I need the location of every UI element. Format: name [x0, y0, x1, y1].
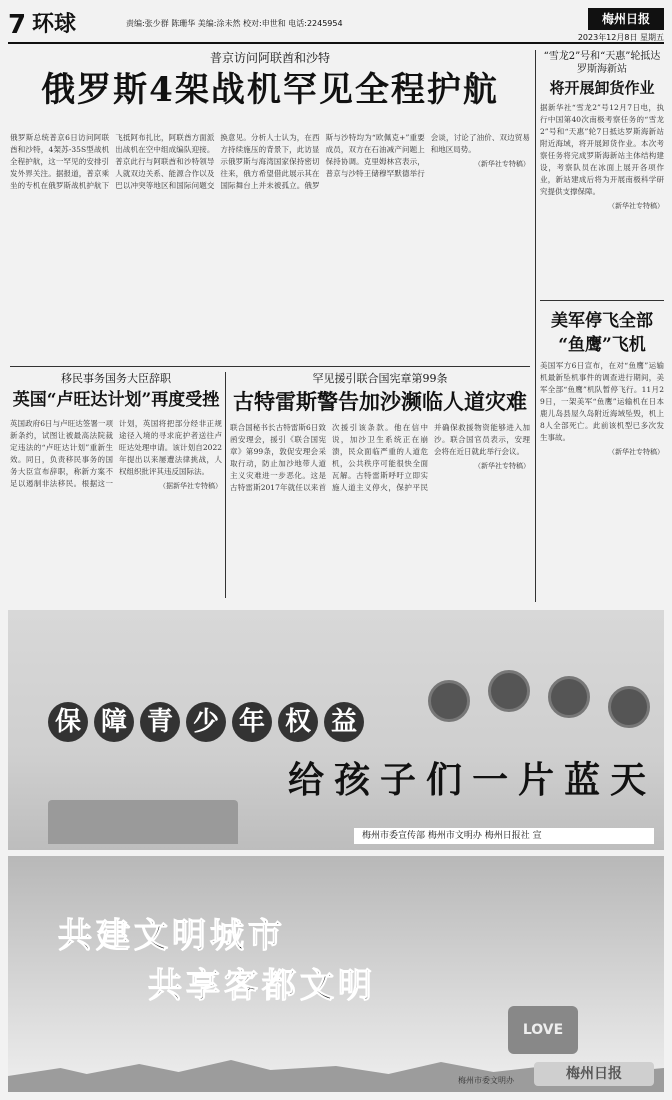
lead-body-text: 俄罗斯总统普京6日访问阿联酋和沙特，4架苏-35S型战机全程护航，这一罕见的安排引发外界关注。据报道，普京乘坐的专机在俄罗斯战机护航下飞抵阿布扎比，阿联酋方面派出战机在空中组成编队迎接。普京此行与阿联酋和沙特领导人就双边关系、能源合作以及巴以冲突等地区和国际问题交换意见。分析人士认为，在西方持续施压的背景下，此访显示俄罗斯与海湾国家保持密切往来，俄方希望借此展示其在国际舞台上并未被孤立。俄罗斯与沙特均为“欧佩克+”重要成员，双方在石油减产问题上保持协调。克里姆林宫表示，普京与沙特王储穆罕默德举行会谈，讨论了油价、双边贸易和地区局势。	[10, 133, 530, 190]
child-figure	[608, 686, 650, 728]
un-body-text: 联合国秘书长古特雷斯6日致函安理会，援引《联合国宪章》第99条，敦促安理会采取行动，防止加沙地带人道主义灾难进一步恶化。这是古特雷斯2017年就任以来首次援引该条款。他在信中说，加沙卫生系统正在崩溃，民众面临严重的人道危机，公共秩序可能很快全面瓦解。古特雷斯呼吁立即实施人道主义停火，保护平民并确保救援物资能够进入加沙。联合国官员表示，安理会将在近日就此举行会议。	[230, 423, 530, 492]
uk-story	[10, 372, 222, 598]
lead-article-body	[10, 132, 530, 362]
uk-headline: 英国“卢旺达计划”再度受挫	[12, 390, 220, 410]
divider	[535, 50, 536, 602]
masthead	[8, 8, 664, 44]
side-top-byline: （新华社专特稿）	[608, 202, 664, 210]
side-bottom-body-text: 美国军方6日宣布，在对“鱼鹰”运输机最新坠机事件的调查进行期间，美军全部“鱼鹰”机队暂停飞行。11月29日，一架美军“鱼鹰”运输机在日本鹿儿岛县屋久岛附近海域坠毁，机上8人全部死亡。此前该机型已多次发生事故。	[540, 361, 664, 442]
slogan-char: 一	[472, 759, 509, 801]
section-title: 环球	[32, 12, 77, 37]
ad-sponsor-bar	[354, 828, 654, 844]
slogan-char: 少	[186, 702, 226, 742]
main-news-area	[10, 50, 530, 602]
civic-ad-footer: 梅州市委文明办	[458, 1076, 514, 1085]
divider	[10, 366, 530, 367]
side-bottom-kicker: 美军停飞全部	[551, 311, 653, 331]
divider	[540, 300, 664, 301]
un-kicker: 罕见援引联合国宪章第99条	[312, 372, 448, 385]
civic-slogan-line2: 共享客都文明	[148, 966, 376, 1006]
lead-kicker: 普京访问阿联酋和沙特	[209, 51, 330, 65]
ad-sponsor: 梅州市委宣传部 梅州市文明办 梅州日报社 宣	[362, 831, 542, 841]
slogan-char: 年	[232, 702, 272, 742]
slogan-char: 给	[288, 759, 325, 801]
side-bottom-byline: （新华社专特稿）	[608, 448, 664, 456]
youth-rights-ad	[8, 610, 664, 850]
uk-kicker: 移民事务国务大臣辞职	[61, 372, 171, 385]
love-sculpture: LOVE	[508, 1006, 578, 1054]
child-figure	[488, 670, 530, 712]
slogan-char: 权	[278, 702, 318, 742]
un-story	[230, 372, 530, 598]
side-bottom-headline: “鱼鹰”飞机	[558, 335, 646, 355]
paper-brand: 梅州日报	[588, 8, 664, 30]
slogan-char: 障	[94, 702, 134, 742]
slogan-char: 蓝	[564, 759, 601, 801]
un-byline: （新华社专特稿）	[474, 462, 530, 470]
civic-civilization-ad	[8, 856, 664, 1092]
un-article-body	[230, 422, 530, 594]
paper-logo: 梅州日报	[534, 1062, 654, 1086]
civic-slogan-line1: 共建文明城市	[58, 916, 286, 956]
side-bottom-body	[540, 360, 664, 590]
child-figure	[428, 680, 470, 722]
side-column	[540, 50, 664, 602]
side-top-body	[540, 102, 664, 302]
child-figure	[548, 676, 590, 718]
side-bottom-story	[540, 308, 664, 590]
divider	[225, 372, 226, 598]
side-top-body-text: 据新华社“雪龙2”号12月7日电，执行中国第40次南极考察任务的“雪龙2”号和“天惠”轮7日抵达罗斯海新站附近海域，将开展卸货作业。本次考察任务将完成罗斯海新站主体结构建设，考察队员在冰面上展开各项作业，新站建成后将为开展南极科学研究提供支撑保障。	[540, 103, 664, 196]
side-top-headline: 将开展卸货作业	[549, 79, 655, 97]
lead-headline: 俄罗斯4架战机罕见全程护航	[41, 70, 499, 110]
lead-byline: （新华社专特稿）	[473, 160, 530, 168]
issue-date: 2023年12月8日 星期五	[577, 33, 664, 42]
slogan-char: 天	[610, 759, 647, 801]
youth-slogan-top	[48, 702, 364, 742]
village-illustration	[48, 800, 238, 844]
slogan-char: 青	[140, 702, 180, 742]
slogan-char: 益	[324, 702, 364, 742]
uk-body-text: 英国政府6日与卢旺达签署一项新条约，试图让被最高法院裁定违法的“卢旺达计划”重新生效。同日，负责移民事务的国务大臣宣布辞职，称新方案不足以遏制非法移民。根据这一计划，英国将把部分经非正规途径入境的寻求庇护者送往卢旺达处理申请。该计划自2022年提出以来屡遭法律挑战，人权组织批评其违反国际法。	[10, 419, 222, 488]
youth-slogan-bottom	[288, 758, 646, 802]
page-number: 7	[8, 10, 27, 40]
editor-credits: 责编:张少群 陈珊华 美编:涂未然 校对:申世和 电话:2245954	[126, 19, 343, 28]
slogan-char: 子	[380, 759, 417, 801]
slogan-char: 孩	[334, 759, 371, 801]
slogan-char: 片	[518, 759, 555, 801]
slogan-char: 保	[48, 702, 88, 742]
un-headline: 古特雷斯警告加沙濒临人道灾难	[233, 389, 527, 414]
uk-byline: （据新华社专特稿）	[159, 482, 222, 490]
side-top-kicker: “雪龙2”号和“天惠”轮抵达罗斯海新站	[543, 51, 661, 75]
slogan-char: 们	[426, 759, 463, 801]
uk-article-body	[10, 418, 222, 594]
